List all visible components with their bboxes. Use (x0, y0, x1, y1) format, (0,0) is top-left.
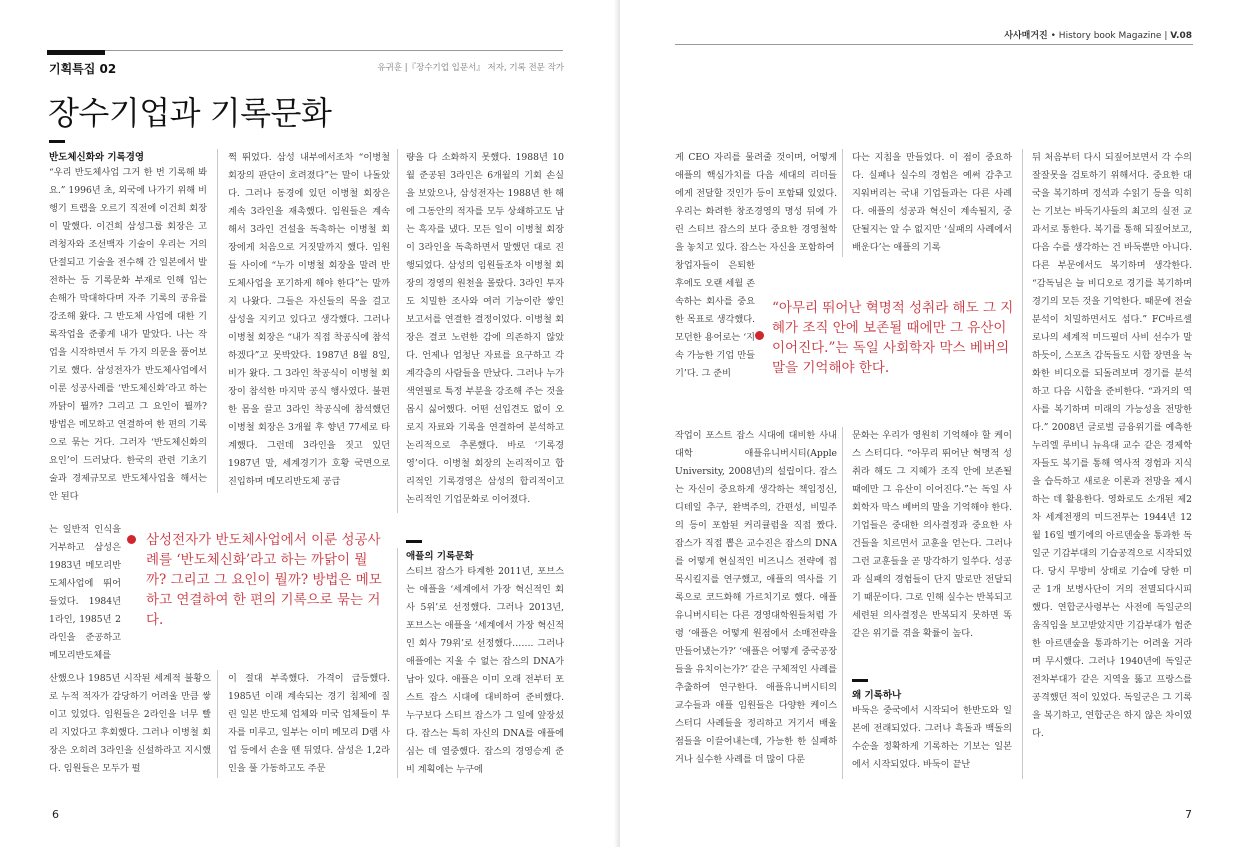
quote-dot-icon (127, 535, 136, 544)
column-divider (217, 149, 218, 493)
article-title: 장수기업과 기록문화 (48, 94, 332, 132)
subhead-semiconductor: 반도체신화와 기록경영 (49, 152, 145, 163)
body-text: 뒤 처음부터 다시 되짚어보면서 각 수의 잘잘못을 검토하기 위해서다. 중요한 대국을 복기하며 정석과 수읽기 등을 익히는 기보는 바둑기사들의 최고의 실전 교과서로 통한다. 복기를 통해 되짚어보고, 다음 수를 생각하는 건 바둑뿐만 아니다. 다른 부문에서도 복기하며 생각한다. “감독님은 늘 비디오로 경기를 복기하며 경기의 모든 것을 기억한다. 때문에 전술 분석이 치밀하면서도 섬다.” FC바르셀로나의 세계적 미드필더 사비 선수가 말하듯이, 스포츠 감독들도 시합 장면을 녹화한 비디오를 되돌려보며 경기를 분석하고 다음 시합을 준비한다. “과거의 역사를 복기하며 미래의 가능성을 전망한다.” 2008년 글로벌 금융위기를 예측한 누리엘 루비니 뉴욕대 교수 같은 경제학자들도 복기를 통해 역사적 경험과 지식을 습득하고 새로운 이론과 전망을 제시하는 데 활용한다. 영화로도 소개된 제2차 세계전쟁의 미드전투는 1944년 12월 16일 벨기에의 아르덴숲을 통과한 독일군 기갑부대의 기습공격으로 시작되었다. 당시 무방비 상태로 기습에 당한 미군 1개 보병사단이 거의 전멸되다시피 했다. 연합군사령부는 사전에 독일군의 움직임을 보고받았지만 기갑부대가 험준한 아르덴숲을 통과하기는 어려울 거라며 무시했다. 그러나 1940년에 독일군 전차부대가 같은 지역을 뚫고 프랑스를 공격했던 적이 있었다. 독일군은 그 기록을 복기하고, 연합군은 하지 않은 차이였다. (1032, 152, 1192, 739)
subhead-bar (852, 679, 868, 682)
column-divider (842, 149, 843, 257)
subhead-why-record: 왜 기록하나 (852, 690, 902, 701)
column-divider (1022, 149, 1023, 779)
column-3-apple (406, 548, 564, 778)
body-text: 다는 지침을 만들었다. 이 점이 중요하다. 실패나 실수의 경험은 예써 감추고 지워버리는 국내 기업들과는 다른 사례다. 애플의 성공과 혁신이 계속될지, 중단될지는 알 수 없지만 ‘실패의 사례에서 배운다’는 애플의 기록 (852, 152, 1012, 253)
column-1-bottom (49, 670, 211, 778)
header-bar (47, 50, 105, 55)
body-text: 스티브 잡스가 타계한 2011년, 포브스는 애플을 ‘세계에서 가장 혁신적인 회사 5위’로 선정했다. 그러나 2013년, 포브스는 애플을 ‘세계에서 가장 혁신적인 회사 79위’로 선정했다……. 그러나 애플에는 지울 수 없는 잡스의 DNA가 남아 있다. 애플은 이미 오래 전부터 포스트 잡스 시대에 대비하여 준비했다. 누구보다 스티브 잡스가 그 일에 앞장섰다. 잡스는 특히 자신의 DNA를 애플에 심는 데 열중했다. 잡스의 경영승계 준비 계획에는 누구에 (406, 566, 564, 775)
column-1-narrow (675, 257, 755, 427)
subhead-bar (49, 140, 65, 143)
author-credit: 유귀훈 |『장수기업 입문서』 저자, 기록 전문 작가 (377, 63, 564, 73)
column-divider (397, 548, 398, 778)
body-text: 게 CEO 자리를 물려줄 것이며, 어떻게 애플의 핵심가치를 다음 세대의 리더들에게 전달할 것인가 등이 포함돼 있었다. 우리는 화려한 창조경영의 명성 뒤에 가린 스티브 잡스의 보다 중요한 경영철학을 놓치고 있다. 잡스는 자신을 포함하여 (675, 152, 837, 253)
column-1-bottom (675, 427, 837, 779)
body-text: 는 일반적 인식을 거부하고 삼성은 1983년 메모리반도체사업에 뛰어들었다. 1984년 1라인, 1985년 2라인을 준공하고 메모리반도체를 (49, 524, 121, 661)
subhead-bar (406, 540, 422, 543)
column-2-mid (852, 427, 1012, 659)
body-text: 산했으나 1985년 시작된 세계적 불황으로 누적 적자가 감당하기 어려울 만큼 쌓이고 있었다. 임원들은 2라인을 너무 빨리 지었다고 후회했다. 그러나 이병철 회장은 오히려 3라인을 신설하라고 지시했다. 임원들은 모두가 펄 (49, 673, 211, 774)
pull-quote: 삼성전자가 반도체사업에서 이룬 성공사례를 ‘반도체신화’라고 하는 까닭이 뭘까? 그리고 그 요인이 뭘까? 방법은 메모하고 연결하여 한 편의 기록으로 묶는 거다. (146, 532, 382, 628)
magazine-name: 사사매거진 (1004, 31, 1048, 41)
header-rule (675, 44, 1193, 45)
column-1 (675, 149, 837, 257)
column-3 (406, 149, 564, 513)
magazine-header (1004, 28, 1192, 41)
right-page (620, 0, 1240, 847)
pull-quote: “아무리 뛰어난 혁명적 성취라 해도 그 지혜가 조직 안에 보존될 때에만 그 유산이 이어진다.”는 독일 사회학자 막스 베버의 말을 기억해야 한다. (772, 300, 1014, 376)
header-separator: | (1164, 31, 1171, 41)
column-divider (217, 670, 218, 778)
column-2-bottom (228, 670, 390, 778)
header-rule (47, 50, 563, 51)
subhead-apple: 애플의 기록문화 (406, 551, 474, 562)
page-number: 7 (1185, 808, 1192, 821)
body-text: 쩍 뛰었다. 삼성 내부에서조차 “이병철 회장의 판단이 흐려졌다”는 말이 나돌았다. 그러나 동경에 있던 이병철 회장은 계속 3라인을 재촉했다. 임원들은 계속해서 3라인 건설을 독촉하는 이병철 회장에게 처음으로 거짓말까지 했다. 임원들 사이에 “누가 이병철 회장을 말려 반도체사업을 포기하게 해야 한다”는 말까지 나왔다. 그들은 자신들의 목을 걸고 삼성을 지키고 있다고 생각했다. 그러나 이병철 회장은 “내가 직접 착공식에 참석하겠다”고 못박았다. 1987년 8월 8일, 비가 왔다. 그 3라인 착공식이 이병철 회장이 참석한 마지막 공식 행사였다. 불편한 몸을 끌고 3라인 착공식에 참석했던 이병철 회장은 3개월 후 향년 77세로 타계했다. 그런데 3라인을 짓고 있던 1987년 말, 세계경기가 호황 국면으로 진입하며 메모리반도체 공급 (228, 152, 390, 487)
body-text: 이 절대 부족했다. 가격이 급등했다. 1985년 이래 계속되는 경기 침체에 질린 일본 반도체 업체와 미국 업체들이 투자를 미루고, 일부는 이미 메모리 D램 사업 등에서 손을 뗀 뒤였다. 삼성은 1,2라인을 풀 가동하고도 주문 (228, 673, 390, 774)
column-divider (842, 427, 843, 779)
column-2 (228, 149, 390, 494)
body-text: “우리 반도체사업 그거 한 번 기록해 봐요.” 1996년 초, 외국에 나가기 위해 비행기 트랩을 오르기 직전에 이건희 회장이 말했다. 이건희 삼성그룹 회장은 고려청자와 조선백자 기술이 우리는 거의 단절되고 기술을 전수해 간 일본에서 발전하는 등 기록문화 부재로 인해 입는 손해가 막대하다며 자주 기록의 공유를 강조해 왔다. 그 반도체 사업에 대한 기록작업을 준좋게 내가 맡았다. 나는 작업을 시작하면서 두 가지 의문을 품어보기로 했다. 삼성전자가 반도체사업에서 이룬 성공사례를 ‘반도체신화’라고 하는 까닭이 뭘까? 그리고 그 요인이 뭘까? 방법은 메모하고 연결하여 한 편의 기록으로 묶는 거다. 그러자 ‘반도체신화의 요인’이 드러났다. 한국의 관련 기초기술과 경제규모로 반도체사업을 해서는 안 된다 (49, 167, 207, 502)
column-1-narrow (49, 521, 121, 665)
column-2 (852, 149, 1012, 259)
column-2-bottom (852, 687, 1012, 779)
section-label: 기획특집 02 (49, 62, 117, 76)
quote-dot-icon (755, 331, 764, 340)
body-text: 문화는 우리가 영원히 기억해야 할 케이스 스터디다. “아무리 뛰어난 혁명적 성취라 해도 그 지혜가 조직 안에 보존될 때에만 그 유산이 이어진다.”는 독일 사회학자 막스 베버의 말을 기억해야 한다. 기업들은 중대한 의사결정과 중요한 사건들을 치르면서 교훈을 얻는다. 그러나 그런 교훈들을 곧 망각하기 일쑤다. 성공과 실패의 경험들이 단지 말로만 전달되기 때문이다. 그로 인해 실수는 반복되고 세련된 의사결정은 반복되지 못하면 똑같은 위기를 겪을 확률이 높다. (852, 430, 1012, 639)
column-divider (397, 149, 398, 513)
body-text: 바둑은 중국에서 시작되어 한반도와 일본에 전래되었다. 그러나 흑돌과 백돌의 수순을 정확하게 기록하는 기보는 일본에서 시작되었다. 바둑이 끝난 (852, 705, 1012, 770)
body-text: 작업이 포스트 잡스 시대에 대비한 사내대학 애플유니버시티(Apple University, 2008년)의 설립이다. 잡스는 자신이 중요하게 생각하는 책임정신, 디테일 추구, 완벽주의, 간편성, 비밀주의 등이 포함된 커리큘럼을 직접 짰다. 잡스가 직접 뽑은 교수진은 잡스의 DNA를 어떻게 현실적인 비즈니스 전략에 접목시킬지를 연구했고, 애플의 역사를 기록으로 코드화해 가르치기로 했다. 애플유니버시티는 다른 경영대학원들처럼 가령 ‘애플은 어떻게 원점에서 소매전략을 만들어냈는가?’ ‘애플은 어떻게 중국공장들을 유치이는가?’ 같은 구체적인 사례를 추출하여 연구한다. 애플유니버시티의 교수들과 애플 임원들은 다양한 케이스 스터디 사례들을 정리하고 거기서 배울 점들을 이끌어내는데, 가능한 한 실패하거나 실수한 사례를 더 많이 다룬 (675, 430, 837, 765)
body-text: 량을 다 소화하지 못했다. 1988년 10월 준공된 3라인은 6개월의 기회 손실을 보았으나, 삼성전자는 1988년 한 해에 그동안의 적자를 모두 상쇄하고도 남는 흑자를 냈다. 모든 일이 이병철 회장이 3라인을 독촉하면서 말했던 대로 진행되었다. 삼성의 임원들조차 이병철 회장의 경영의 원천을 몰랐다. 3라인 투자도 치밀한 조사와 여러 기능이란 쌓인 보고서를 연결한 결정이었다. 이병철 회장은 결코 노련한 감에 의존하지 않았다. 언제나 엄청난 자료를 요구하고 각계각층의 사람들을 만났다. 그러나 누가 색연필로 특정 부분을 강조해 주는 것을 몹시 싫어했다. 어떤 선입견도 없이 오로지 자료와 기록을 연결하여 분석하고 논리적으로 추론했다. 바로 ‘기록경영’이다. 이병철 회장의 논리적이고 합리적인 기록경영은 삼성의 합리적이고 논리적인 기업문화로 이어졌다. (406, 152, 564, 505)
volume-number: V.08 (1170, 31, 1192, 41)
page-number: 6 (52, 808, 59, 821)
magazine-subtitle: • History book Magazine (1050, 31, 1162, 41)
column-1 (49, 149, 207, 521)
column-3 (1032, 149, 1192, 779)
body-text: 창업자들이 은퇴한 후에도 오랜 세월 존속하는 회사를 중요한 목표로 생각했다. 모던한 용어로는 ‘지속 가능한 기업 만들기’다. 그 준비 (675, 260, 755, 379)
